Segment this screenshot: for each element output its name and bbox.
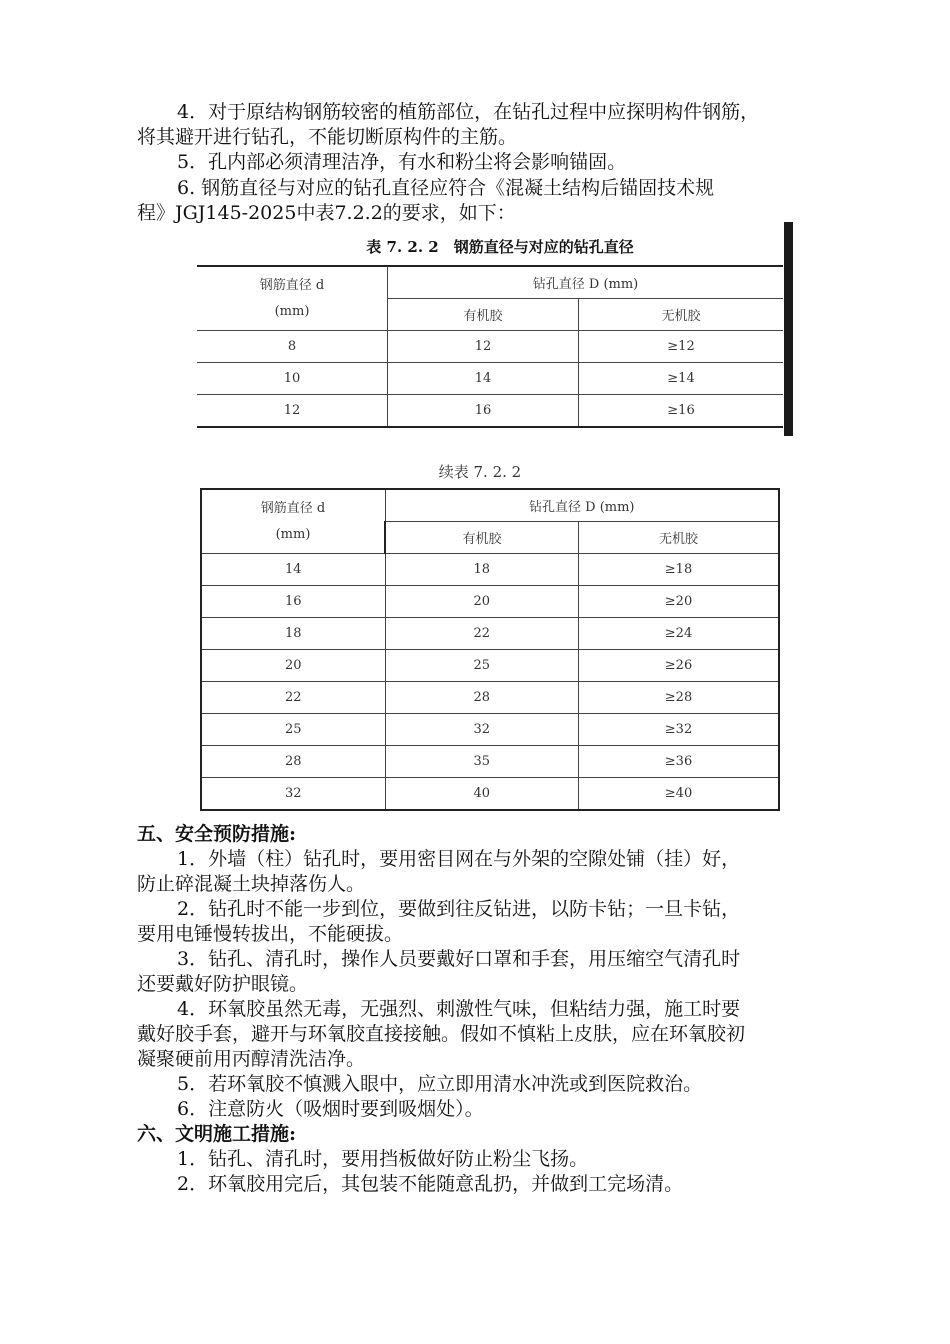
table-cell: 25 [385,650,579,682]
table-cell: 12 [197,395,388,428]
table-cell: ≥26 [579,650,780,682]
table-cell: 32 [385,714,579,746]
table-cell: 22 [201,682,385,714]
paragraph-line: 5．若环氧胶不慎溅入眼中，应立即用清水冲洗或到医院救治。 [177,1073,703,1095]
table-cell: ≥40 [579,778,780,811]
table-cell: 8 [197,331,388,363]
paragraph-line: 要用电锤慢转拔出，不能硬拔。 [137,923,404,945]
paragraph-line: 1．外墙（柱）钻孔时，要用密目网在与外架的空隙处铺（挂）好， [177,848,741,870]
table-cell: 12 [388,331,579,363]
table-cell: ≥28 [579,682,780,714]
table1-header-diameter-unit: (mm) [274,303,310,319]
table-cell: ≥32 [579,714,780,746]
table1-header-diameter-label: 钢筋直径 d [259,277,325,293]
table-cell: ≥36 [579,746,780,778]
paragraph-line: 5．孔内部必须清理洁净，有水和粉尘将会影响锚固。 [177,151,627,173]
table-cell: 18 [201,618,385,650]
scan-edge-bar [784,222,793,436]
table2-header-group: 钻孔直径 D (mm) [385,489,779,522]
table-cell: ≥24 [579,618,780,650]
table-row [201,554,779,586]
table-cell: 35 [385,746,579,778]
table-cell: ≥14 [579,363,784,395]
table-cell: 20 [201,650,385,682]
table-cell: 18 [385,554,579,586]
table-row [197,363,783,395]
table2-caption: 续表 7. 2. 2 [438,463,522,481]
table-cell: ≥16 [579,395,784,428]
table2-header-diameter [201,489,385,554]
paragraph-line: 2．环氧胶用完后，其包装不能随意乱扔，并做到工完场清。 [177,1173,684,1195]
table2 [200,488,780,811]
table-row [197,331,783,363]
paragraph-line: 2．钻孔时不能一步到位，要做到往反钻进，以防卡钻；一旦卡钻， [177,898,741,920]
table-row [201,586,779,618]
paragraph-line: 4．对于原结构钢筋较密的植筋部位，在钻孔过程中应探明构件钢筋， [177,101,760,123]
table1-header-organic: 有机胶 [388,299,579,331]
table-cell: 28 [201,746,385,778]
section-heading: 六、文明施工措施: [137,1123,297,1145]
table-cell: ≥20 [579,586,780,618]
table-cell: ≥18 [579,554,780,586]
section-heading: 五、安全预防措施: [137,823,297,845]
paragraph-line: 还要戴好防护眼镜。 [137,973,309,995]
paragraph-line: 1．钻孔、清孔时，要用挡板做好防止粉尘飞扬。 [177,1148,589,1170]
table-cell: 10 [197,363,388,395]
table-cell: 40 [385,778,579,811]
paragraph-line: 3．钻孔、清孔时，操作人员要戴好口罩和手套，用压缩空气清孔时 [177,948,741,970]
table1-header-group: 钻孔直径 D (mm) [388,266,784,299]
table-row [201,746,779,778]
table-row [201,778,779,811]
table1 [197,265,783,428]
table-row [201,650,779,682]
table2-header-diameter-label: 钢筋直径 d [260,500,326,516]
table-cell: 20 [385,586,579,618]
paragraph-line: 防止碎混凝土块掉落伤人。 [137,873,366,895]
table-cell: 32 [201,778,385,811]
table-cell: 22 [385,618,579,650]
paragraph-line: 戴好胶手套，避开与环氧胶直接接触。假如不慎粘上皮肤，应在环氧胶初 [137,1023,746,1045]
paragraph-line: 程》JGJ145-2025中表7.2.2的要求，如下： [137,202,516,224]
table-cell: 25 [201,714,385,746]
table1-caption: 表 7. 2. 2 钢筋直径与对应的钻孔直径 [366,238,634,256]
table-row [201,714,779,746]
table-cell: 14 [201,554,385,586]
table2-header-organic: 有机胶 [385,522,579,554]
table-row [201,618,779,650]
table-cell: 28 [385,682,579,714]
paragraph-line: 4．环氧胶虽然无毒，无强烈、刺激性气味，但粘结力强，施工时要 [177,998,741,1020]
table-cell: ≥12 [579,331,784,363]
table2-header-inorganic: 无机胶 [579,522,780,554]
table-row [197,395,783,428]
table-row [201,682,779,714]
paragraph-line: 6. 钢筋直径与对应的钻孔直径应符合《混凝土结构后锚固技术规 [177,177,715,199]
table1-header-diameter [197,266,388,331]
paragraph-line: 将其避开进行钻孔，不能切断原构件的主筋。 [137,126,518,148]
table2-header-diameter-unit: (mm) [275,526,311,542]
table-cell: 16 [388,395,579,428]
table-cell: 16 [201,586,385,618]
table-cell: 14 [388,363,579,395]
paragraph-line: 凝聚硬前用丙醇清洗洁净。 [137,1048,366,1070]
table1-header-inorganic: 无机胶 [579,299,784,331]
paragraph-line: 6．注意防火（吸烟时要到吸烟处）。 [177,1098,484,1120]
